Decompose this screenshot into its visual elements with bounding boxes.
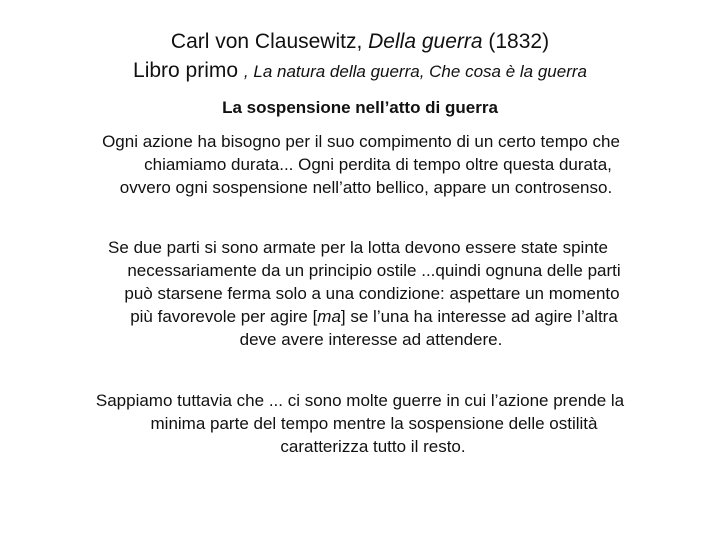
title-year: (1832)	[482, 30, 550, 53]
paragraph-line: Sappiamo tuttavia che ... ci sono molte guerre in cui l’azione prende la	[95, 391, 625, 410]
title-work: Della guerra	[368, 30, 483, 53]
paragraph-line: può starsene ferma solo a una condizione: aspettare un momento	[124, 284, 620, 303]
paragraph-line: ovvero ogni sospensione nell’atto bellico, appare un controsenso.	[119, 178, 613, 197]
paragraph-line: deve avere interesse ad attendere.	[239, 330, 503, 349]
paragraph-line: necessariamente da un principio ostile ...quindi ognuna delle parti	[127, 261, 621, 280]
paragraph-line: Se due parti si sono armate per la lotta devono essere state spinte	[108, 238, 608, 257]
paragraph-text: più favorevole per agire [	[130, 307, 318, 326]
paragraph-line: caratterizza tutto il resto.	[280, 437, 466, 456]
title-line-author	[0, 28, 720, 56]
paragraph-1	[0, 130, 720, 199]
paragraph-3	[0, 389, 720, 458]
section-heading: La sospensione nell’atto di guerra	[222, 98, 498, 117]
slide-title	[0, 28, 720, 87]
paragraph-line	[14, 305, 720, 328]
paragraph-text: ] se l’una ha interesse ad agire l’altra	[340, 307, 618, 326]
paragraph-text-italic: ma	[317, 307, 341, 326]
title-author: Carl von Clausewitz,	[170, 30, 369, 53]
paragraph-line: Ogni azione ha bisogno per il suo compimento di un certo tempo che	[102, 132, 620, 151]
paragraph-line: chiamiamo durata... Ogni perdita di tempo oltre questa durata,	[144, 155, 612, 174]
paragraph-2	[0, 236, 720, 351]
title-chapter: , La natura della guerra, Che cosa è la guerra	[243, 62, 587, 81]
title-line-book	[0, 56, 720, 87]
paragraph-line: minima parte del tempo mentre la sospensione delle ostilità	[150, 414, 598, 433]
title-book: Libro primo	[133, 59, 244, 82]
